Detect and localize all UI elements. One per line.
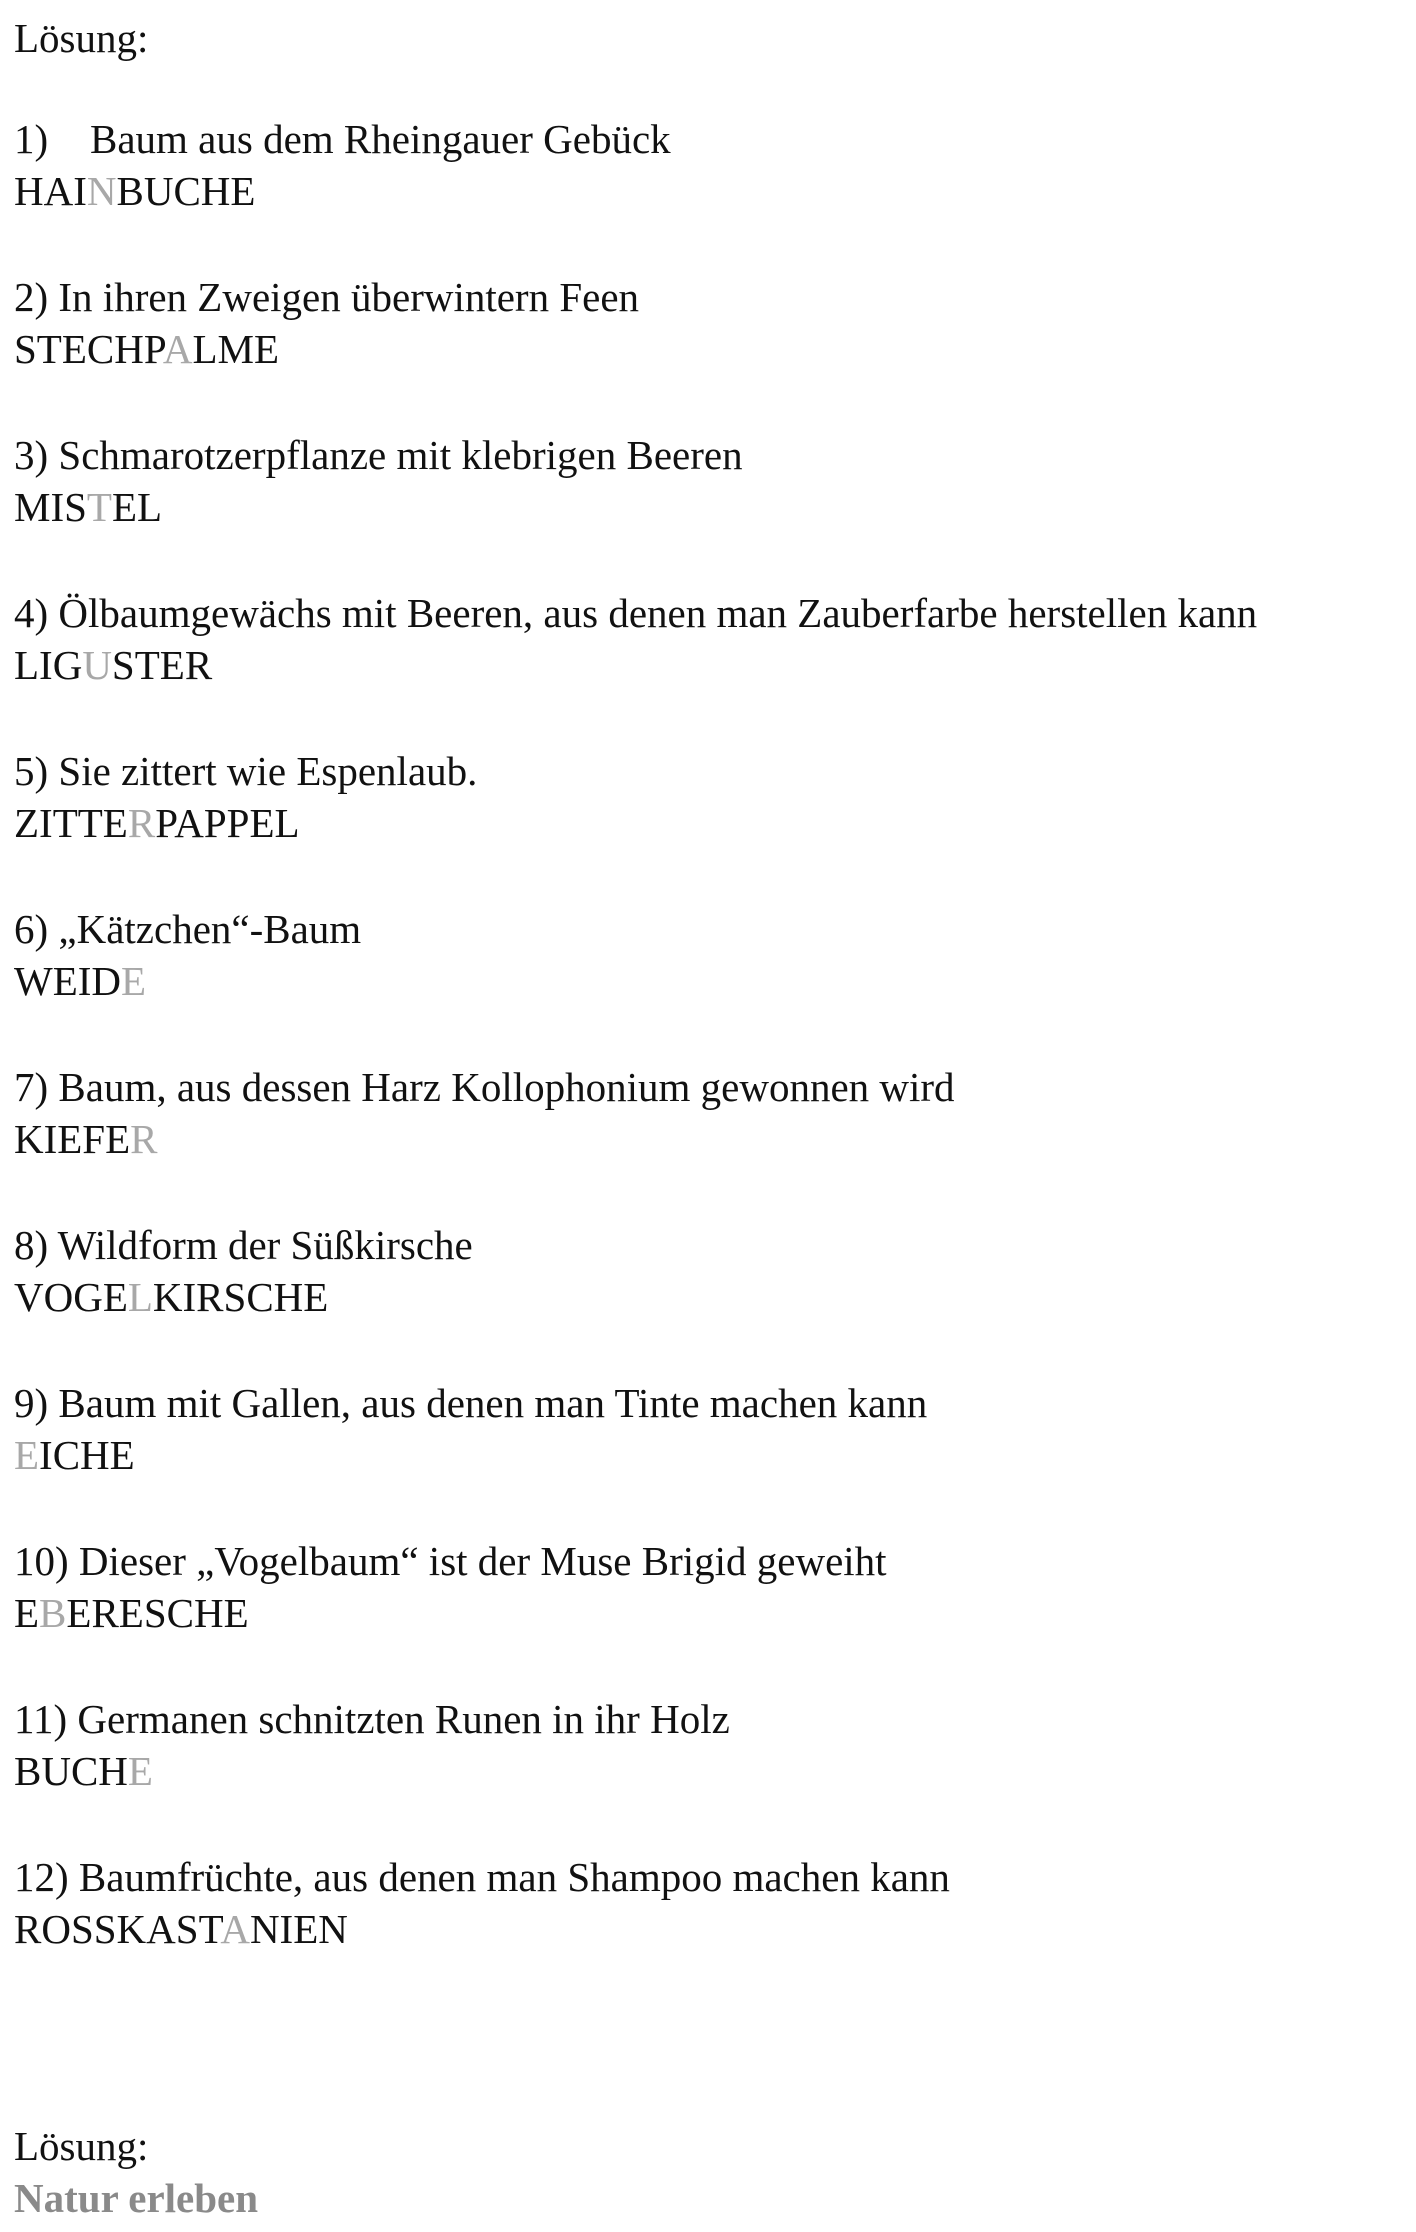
riddle-question-text: Ölbaumgewächs mit Beeren, aus denen man Zauberfarbe herstellen kann [58, 590, 1258, 636]
answer-text: ICHE [39, 1432, 135, 1478]
riddle-question [14, 113, 1414, 165]
answer-text: LME [192, 326, 280, 372]
answer-key-letter: E [121, 958, 147, 1004]
riddle-question [14, 1219, 1414, 1271]
answer-text: WEID [14, 958, 122, 1004]
answer-text: KIEFE [14, 1116, 131, 1162]
answer-text: NIEN [249, 1906, 348, 1952]
answer-text: ROSSKAST [14, 1906, 221, 1952]
answer-text: STER [111, 642, 213, 688]
answer-key-letter: T [86, 484, 112, 530]
answer-key-letter: A [162, 326, 193, 372]
riddle-question-text: Baum mit Gallen, aus denen man Tinte machen kann [58, 1380, 928, 1426]
riddle-item [14, 1377, 1414, 1535]
answer-text: BUCH [14, 1748, 128, 1794]
riddle-number: 8) [14, 1222, 49, 1268]
riddle-number: 2) [14, 274, 49, 320]
answer-key-letter: N [86, 168, 117, 214]
answer-text: KIRSCHE [152, 1274, 329, 1320]
answer-key-letter: B [39, 1590, 67, 1636]
riddle-answer [14, 481, 1414, 533]
riddle-answer [14, 797, 1414, 849]
solution-label: Lösung: [14, 2123, 149, 2169]
riddle-item [14, 113, 1414, 271]
answer-text: E [14, 1590, 40, 1636]
riddle-item [14, 1851, 1414, 2009]
riddle-number: 10) [14, 1538, 69, 1584]
riddle-question [14, 271, 1414, 323]
riddle-number: 3) [14, 432, 49, 478]
answer-text: ERESCHE [66, 1590, 249, 1636]
riddle-number: 12) [14, 1854, 69, 1900]
riddle-question-text: „Kätzchen“-Baum [58, 906, 362, 952]
riddle-answer [14, 1113, 1414, 1165]
riddle-question [14, 1377, 1414, 1429]
riddle-item [14, 1693, 1414, 1851]
riddle-item [14, 745, 1414, 903]
riddle-answer [14, 323, 1414, 375]
riddle-question [14, 1061, 1414, 1113]
riddle-answer [14, 1745, 1414, 1797]
answer-text: STECHP [14, 326, 163, 372]
riddle-question [14, 903, 1414, 955]
riddle-item [14, 1061, 1414, 1219]
answer-key-letter: E [14, 1432, 40, 1478]
answer-key-letter: R [127, 800, 156, 846]
riddle-question [14, 1851, 1414, 1903]
answer-text: VOGE [14, 1274, 128, 1320]
answer-key-letter: R [130, 1116, 158, 1162]
riddle-question-text: Baum aus dem Rheingauer Gebück [90, 116, 671, 162]
answer-key-letter: A [220, 1906, 250, 1952]
riddle-question [14, 587, 1414, 639]
riddle-item [14, 429, 1414, 587]
riddle-question [14, 1535, 1414, 1587]
riddle-number: 5) [14, 748, 49, 794]
riddle-question-text: Wildform der Süßkirsche [57, 1222, 473, 1268]
answer-key-letter: L [127, 1274, 153, 1320]
riddle-number: 6) [14, 906, 49, 952]
answer-text: PAPPEL [155, 800, 300, 846]
answer-text: HAI [14, 168, 87, 214]
answer-key-letter: U [82, 642, 112, 688]
riddle-answer [14, 955, 1414, 1007]
riddle-answer [14, 639, 1414, 691]
riddle-answer [14, 1271, 1414, 1323]
riddle-question [14, 429, 1414, 481]
riddle-question-text: Baumfrüchte, aus denen man Shampoo machen kann [78, 1854, 950, 1900]
riddle-item [14, 1535, 1414, 1693]
riddle-answer [14, 1903, 1414, 1955]
riddle-question-text: Sie zittert wie Espenlaub. [58, 748, 478, 794]
riddle-item [14, 271, 1414, 429]
answer-key-letter: E [127, 1748, 153, 1794]
riddle-number: 7) [14, 1064, 49, 1110]
solution-phrase: Natur erleben [14, 2175, 259, 2221]
riddle-item [14, 1219, 1414, 1377]
riddle-question [14, 1693, 1414, 1745]
riddle-question-text: In ihren Zweigen überwintern Feen [58, 274, 640, 320]
riddle-answer [14, 1587, 1414, 1639]
riddle-question-text: Germanen schnitzten Runen in ihr Holz [77, 1696, 730, 1742]
answer-text: ZITTE [14, 800, 128, 846]
riddle-list [14, 113, 1414, 2009]
riddle-question [14, 745, 1414, 797]
page-heading: Lösung: [14, 15, 149, 61]
riddle-answer [14, 1429, 1414, 1481]
answer-text: LIG [14, 642, 83, 688]
riddle-number: 11) [14, 1696, 68, 1742]
riddle-question-text: Baum, aus dessen Harz Kollophonium gewonnen wird [58, 1064, 955, 1110]
riddle-question-text: Dieser „Vogelbaum“ ist der Muse Brigid geweiht [78, 1538, 887, 1584]
riddle-item [14, 587, 1414, 745]
answer-text: EL [111, 484, 163, 530]
riddle-item [14, 903, 1414, 1061]
riddle-question-text: Schmarotzerpflanze mit klebrigen Beeren [58, 432, 743, 478]
answer-text: MIS [14, 484, 87, 530]
riddle-number: 1) [14, 116, 49, 162]
riddle-answer [14, 165, 1414, 217]
answer-text: BUCHE [116, 168, 256, 214]
riddle-number: 9) [14, 1380, 49, 1426]
solution-footer [14, 2120, 258, 2224]
riddle-number: 4) [14, 590, 49, 636]
